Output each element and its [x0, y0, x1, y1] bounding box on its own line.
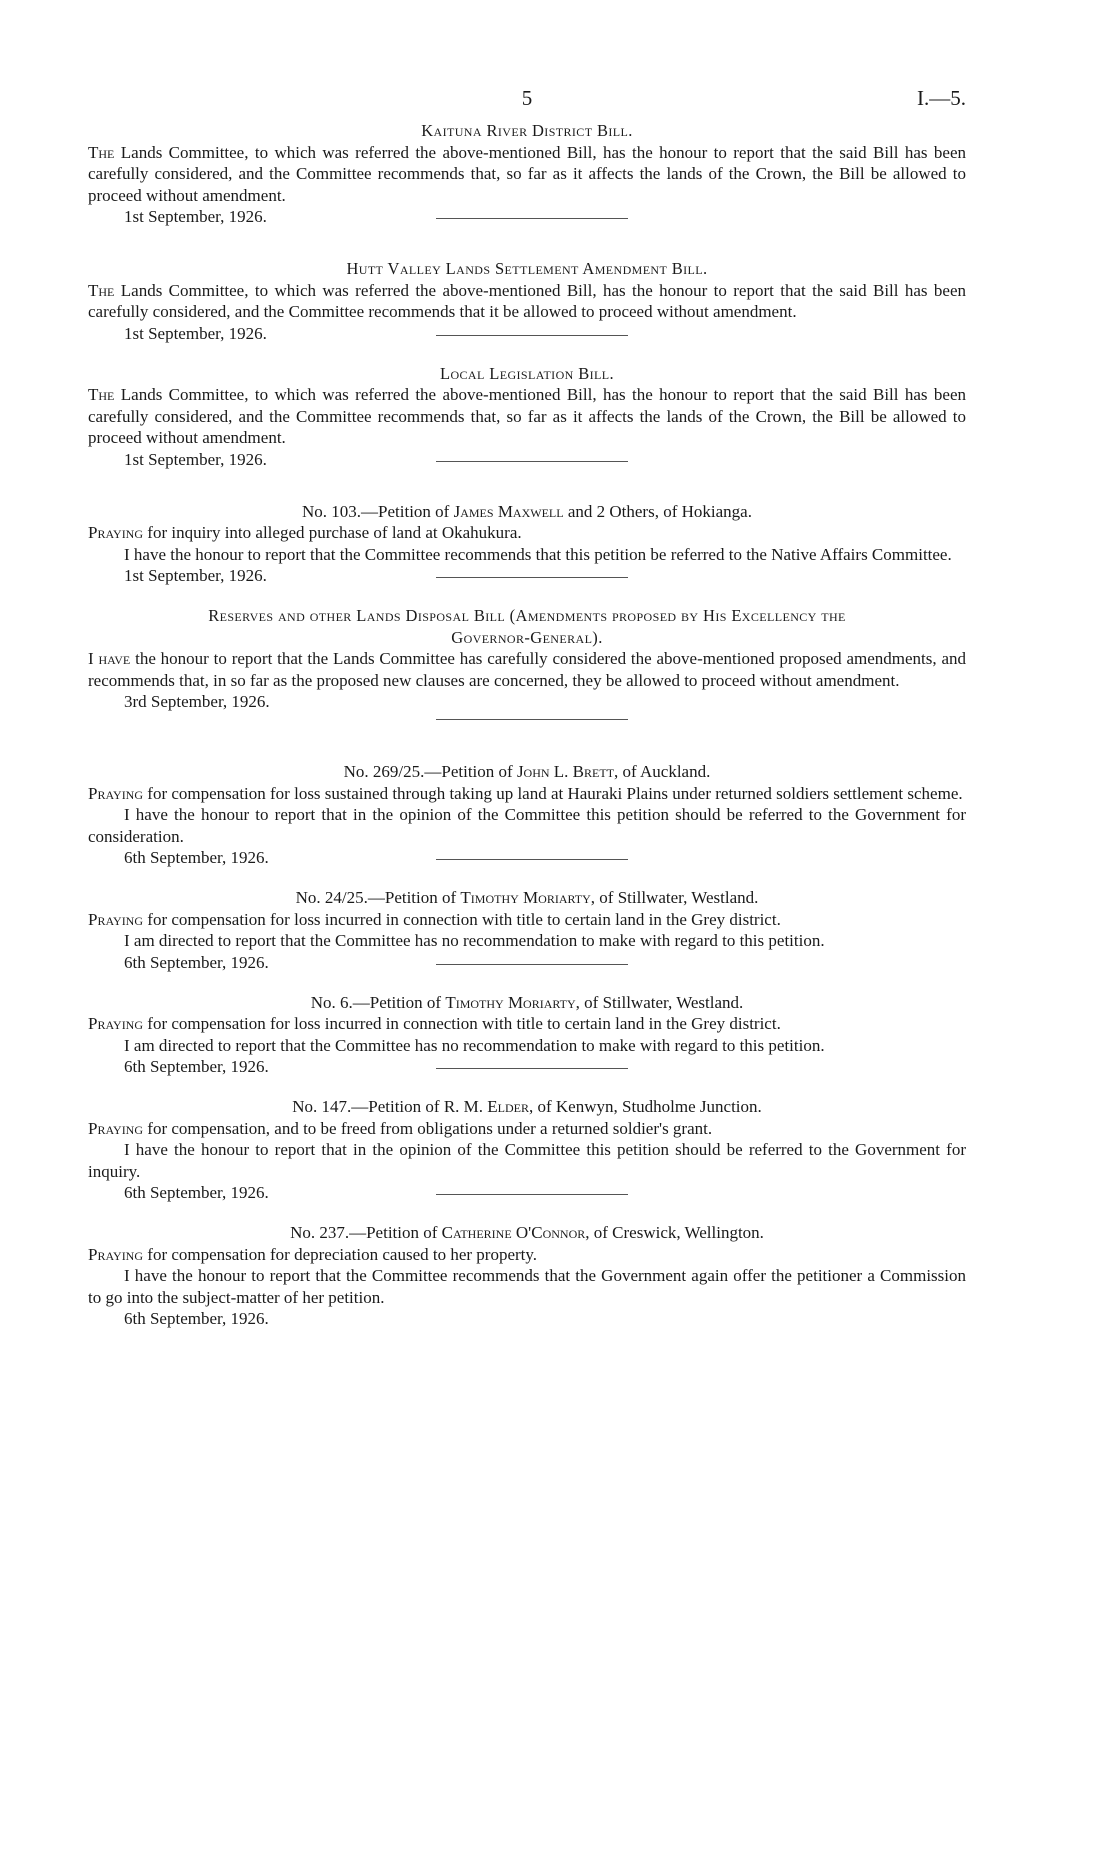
petition-report — [88, 992, 966, 1079]
report-date: 6th September, 1926. — [88, 1056, 966, 1078]
petition-report — [88, 887, 966, 974]
committee-report: I have the honour to report that in the opinion of the Committee this petition should be referred to the Government for consideration. — [88, 805, 966, 846]
bill-title: Hutt Valley Lands Settlement Amendment Bill. — [346, 259, 708, 278]
lead-word: Praying — [88, 1244, 144, 1264]
petition-report — [88, 1096, 966, 1204]
petition-prayer: Praying for compensation for loss incurred in connection with title to certain land in the Grey district. — [88, 1014, 781, 1033]
petition-heading: No. 6.—Petition of Timothy Moriarty, of Stillwater, Westland. — [310, 992, 744, 1012]
bill-report — [88, 258, 966, 345]
section-divider — [436, 964, 628, 965]
bill-title: Local Legislation Bill. — [439, 363, 615, 383]
lead-word: Praying — [88, 783, 144, 803]
bill-title: Reserves and other Lands Disposal Bill (Amendments proposed by His Excellency the — [208, 606, 846, 625]
paper-reference: I.—5. — [917, 86, 966, 110]
petition-report — [88, 1222, 966, 1330]
petition-heading: No. 24/25.—Petition of Timothy Moriarty, of Stillwater, Westland. — [295, 888, 759, 907]
bill-title-continued: Governor-General). — [451, 627, 603, 647]
section-divider — [436, 335, 628, 336]
report-date: 6th September, 1926. — [124, 1309, 269, 1328]
petition-prayer: Praying for compensation, and to be freed from obligations under a returned soldier's grant. — [88, 1118, 713, 1138]
petition-prayer: Praying for compensation for loss incurred in connection with title to certain land in the Grey district. — [88, 909, 781, 929]
page-number: 5 — [521, 86, 533, 110]
section-divider — [436, 859, 628, 860]
report-date: 1st September, 1926. — [88, 449, 966, 471]
lead-word: I have — [88, 649, 131, 668]
committee-report: I have the honour to report that in the opinion of the Committee this petition should be referred to the Government for inquiry. — [88, 1140, 966, 1181]
lead-word: Praying — [88, 909, 144, 929]
bill-title: Kaituna River District Bill. — [421, 121, 633, 140]
lead-word: The — [88, 280, 115, 300]
lead-word: The — [88, 142, 115, 162]
report-date: 1st September, 1926. — [88, 565, 966, 587]
report-date: 1st September, 1926. — [88, 206, 966, 228]
report-date: 3rd September, 1926. — [124, 692, 270, 711]
report-date: 1st September, 1926. — [88, 323, 966, 345]
bill-report — [88, 120, 966, 228]
committee-report: I am directed to report that the Committee has no recommendation to make with regard to this petition. — [124, 931, 825, 950]
section-divider — [436, 1194, 628, 1195]
page-header — [88, 86, 966, 120]
petition-heading: No. 103.—Petition of James Maxwell and 2 Others, of Hokianga. — [302, 501, 752, 521]
lead-word: Praying — [88, 1118, 144, 1138]
report-body: The Lands Committee, to which was referred the above-mentioned Bill, has the honour to report that the said Bill has been carefully considered, and the Committee recommends that it be allowed to proceed without amendment. — [88, 280, 966, 321]
committee-report: I am directed to report that the Committee has no recommendation to make with regard to this petition. — [124, 1035, 825, 1055]
report-date: 6th September, 1926. — [88, 952, 966, 974]
report-body: The Lands Committee, to which was referred the above-mentioned Bill, has the honour to report that the said Bill has been carefully considered, and the Committee recommends that, so far as it affects the lands of the Crown, the Bill be allowed to proceed without amendment. — [88, 385, 966, 447]
petition-prayer: Praying for compensation for loss sustained through taking up land at Hauraki Plains under returned soldiers settlement scheme. — [88, 783, 963, 803]
lead-word: Praying — [88, 1014, 144, 1033]
petition-heading: No. 147.—Petition of R. M. Elder, of Kenwyn, Studholme Junction. — [292, 1097, 762, 1116]
bill-report — [88, 605, 966, 735]
lead-word: The — [88, 385, 115, 404]
section-divider — [436, 577, 628, 578]
document-page — [88, 86, 966, 1330]
lead-word: Praying — [88, 523, 144, 542]
petition-heading: No. 269/25.—Petition of John L. Brett, of Auckland. — [343, 762, 711, 781]
petition-prayer: Praying for inquiry into alleged purchase of land at Okahukura. — [88, 523, 522, 542]
bill-report — [88, 363, 966, 471]
report-body: I have the honour to report that the Lands Committee has carefully considered the above-mentioned proposed amendments, and recommends that, in so far as the proposed new clauses are concerned, they be allowed to proceed without amendment. — [88, 649, 966, 690]
section-divider — [436, 461, 628, 462]
petition-prayer: Praying for compensation for depreciation caused to her property. — [88, 1244, 538, 1264]
committee-report: I have the honour to report that the Committee recommends that this petition be referred to the Native Affairs Committee. — [124, 544, 952, 564]
section-divider — [436, 1068, 628, 1069]
petition-heading: No. 237.—Petition of Catherine O'Connor, of Creswick, Wellington. — [290, 1223, 764, 1242]
section-divider — [436, 218, 628, 219]
committee-report: I have the honour to report that the Committee recommends that the Government again offer the petitioner a Commission to go into the subject-matter of her petition. — [88, 1266, 966, 1307]
section-divider — [436, 719, 628, 720]
report-body: The Lands Committee, to which was referred the above-mentioned Bill, has the honour to report that the said Bill has been carefully considered, and the Committee recommends that, so far as it affects the lands of the Crown, the Bill be allowed to proceed without amendment. — [88, 142, 966, 205]
petition-report — [88, 501, 966, 588]
report-date: 6th September, 1926. — [88, 847, 966, 869]
petition-report — [88, 761, 966, 869]
report-date: 6th September, 1926. — [88, 1182, 966, 1204]
